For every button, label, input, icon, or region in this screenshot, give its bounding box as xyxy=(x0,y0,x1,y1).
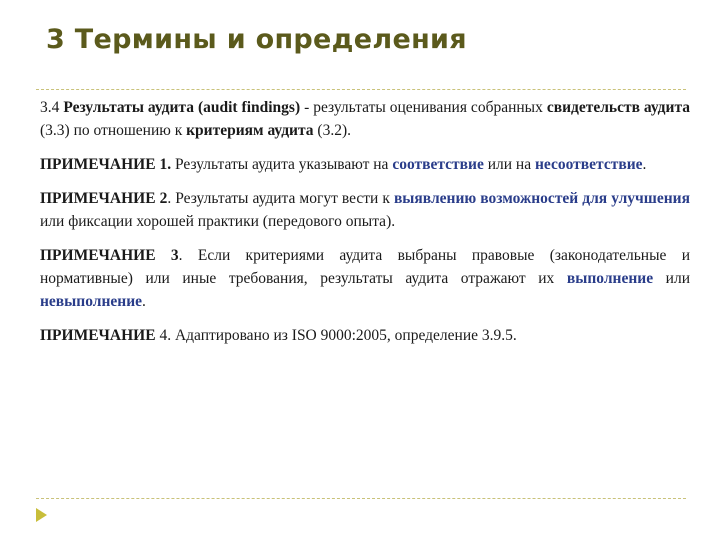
keyword-compliance: выполнение xyxy=(566,270,654,287)
term-audit-evidence: свидетельств аудита xyxy=(546,99,690,116)
definition-text: (3.2). xyxy=(313,122,351,139)
definition-body xyxy=(40,96,690,358)
bottom-divider xyxy=(36,498,686,499)
note-label: ПРИМЕЧАНИЕ 1. xyxy=(40,156,172,173)
note-text: или xyxy=(653,270,690,287)
slide-title: 3 Термины и определения xyxy=(46,24,467,55)
term-audit-findings: Результаты аудита (audit findings) xyxy=(63,99,301,116)
note-label: ПРИМЕЧАНИЕ 3 xyxy=(40,247,179,264)
note-label: ПРИМЕЧАНИЕ 2 xyxy=(40,190,168,207)
note-text: Результаты аудита указывают на xyxy=(171,156,393,173)
note-3 xyxy=(40,244,690,313)
note-4 xyxy=(40,324,690,347)
note-label: ПРИМЕЧАНИЕ xyxy=(40,327,156,344)
clause-number: 3.4 xyxy=(40,99,64,116)
note-text: . xyxy=(642,156,647,173)
note-text: . Если критериями аудита выбраны правовые (законодательные и нормативные) или иные требования, результаты аудита отражают их xyxy=(40,247,690,287)
note-text: или на xyxy=(483,156,535,173)
definition-text: (3.3) по отношению к xyxy=(40,122,187,139)
keyword-nonconformity: несоответствие xyxy=(534,156,643,173)
note-text: 4. Адаптировано из ISO 9000:2005, определение 3.9.5. xyxy=(155,327,517,344)
keyword-conformity: соответствие xyxy=(392,156,484,173)
note-text: или фиксации хорошей практики (передового опыта). xyxy=(40,213,396,230)
note-2 xyxy=(40,187,690,233)
note-text: . xyxy=(142,293,146,310)
triangle-marker-icon xyxy=(36,508,47,522)
definition-paragraph xyxy=(40,96,690,142)
keyword-improvement-opportunities: выявлению возможностей для улучшения xyxy=(393,190,690,207)
note-text: . Результаты аудита могут вести к xyxy=(167,190,394,207)
keyword-noncompliance: невыполнение xyxy=(40,293,143,310)
note-1 xyxy=(40,153,690,176)
top-divider xyxy=(36,89,686,90)
term-audit-criteria: критериям аудита xyxy=(186,122,314,139)
definition-text: - результаты оценивания собранных xyxy=(300,99,547,116)
